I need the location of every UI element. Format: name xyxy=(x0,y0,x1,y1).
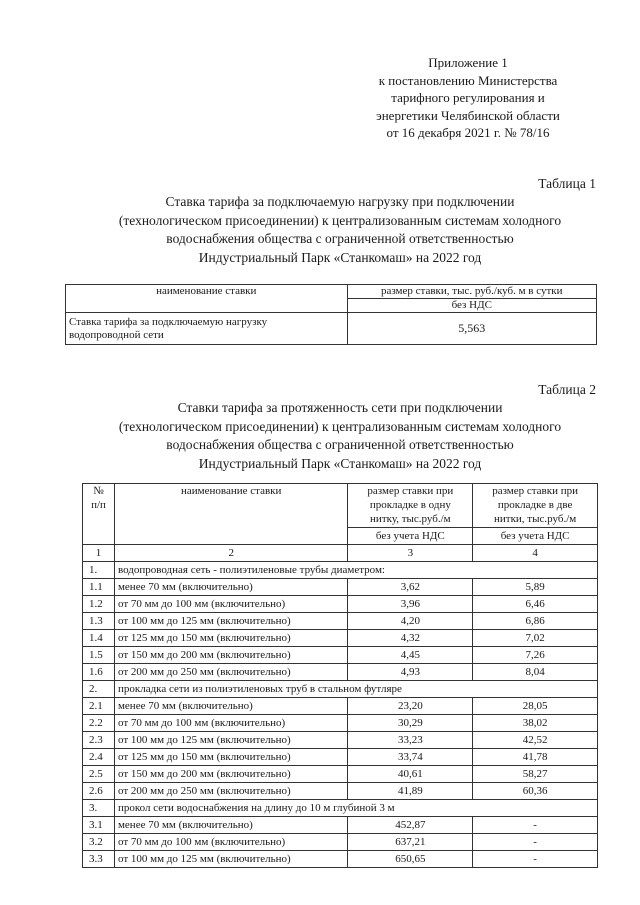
value-one-thread: 452,87 xyxy=(348,817,473,834)
row-name: от 150 мм до 200 мм (включительно) xyxy=(114,766,347,783)
header-line: п/п xyxy=(91,499,106,511)
value-two-thread: 6,46 xyxy=(473,596,598,613)
table-row xyxy=(83,749,598,766)
row-number: 1.1 xyxy=(83,579,115,596)
row-number: 1.2 xyxy=(83,596,115,613)
header-vat: без учета НДС xyxy=(348,528,473,545)
row-name: менее 70 мм (включительно) xyxy=(114,698,347,715)
header-line: нитку, тыс.руб./м xyxy=(370,513,451,525)
column-number: 2 xyxy=(114,545,347,562)
row-name: менее 70 мм (включительно) xyxy=(114,579,347,596)
table1-header-name: наименование ставки xyxy=(66,285,348,313)
table2-title xyxy=(60,399,620,473)
row-number: 2.5 xyxy=(83,766,115,783)
table-row xyxy=(83,647,598,664)
table1 xyxy=(65,284,597,345)
table1-header-size: размер ставки, тыс. руб./куб. м в сутки xyxy=(347,285,597,299)
row-name: от 70 мм до 100 мм (включительно) xyxy=(114,596,347,613)
row-name: от 100 мм до 125 мм (включительно) xyxy=(114,851,347,868)
header-one-thread xyxy=(348,484,473,528)
header-line: нитки, тыс.руб./м xyxy=(494,513,577,525)
header-line: размер ставки при xyxy=(367,485,454,497)
table1-row-name xyxy=(66,313,348,345)
row-name: от 200 мм до 250 мм (включительно) xyxy=(114,664,347,681)
appendix-line: к постановлению Министерства xyxy=(378,72,558,88)
value-two-thread: 58,27 xyxy=(473,766,598,783)
appendix-block xyxy=(352,54,584,142)
section-name: прокол сети водоснабжения на длину до 10 м глубиной 3 м xyxy=(114,800,597,817)
value-two-thread: 6,86 xyxy=(473,613,598,630)
row-name: от 70 мм до 100 мм (включительно) xyxy=(114,834,347,851)
appendix-line: энергетики Челябинской области xyxy=(376,107,560,123)
row-name: от 125 мм до 150 мм (включительно) xyxy=(114,749,347,766)
row-number: 2.4 xyxy=(83,749,115,766)
value-two-thread: 41,78 xyxy=(473,749,598,766)
value-two-thread: 42,52 xyxy=(473,732,598,749)
row-name: от 100 мм до 125 мм (включительно) xyxy=(114,732,347,749)
column-number: 1 xyxy=(83,545,115,562)
appendix-line: от 16 декабря 2021 г. № 78/16 xyxy=(386,125,550,140)
column-number: 3 xyxy=(348,545,473,562)
value-two-thread: - xyxy=(473,817,598,834)
value-two-thread: - xyxy=(473,834,598,851)
row-number: 2.6 xyxy=(83,783,115,800)
value-one-thread: 4,93 xyxy=(348,664,473,681)
table-row xyxy=(83,698,598,715)
row-number: 2.2 xyxy=(83,715,115,732)
value-two-thread: 28,05 xyxy=(473,698,598,715)
row-number: 3.3 xyxy=(83,851,115,868)
row-name: от 100 мм до 125 мм (включительно) xyxy=(114,613,347,630)
table1-label: Таблица 1 xyxy=(538,176,596,191)
value-two-thread: 38,02 xyxy=(473,715,598,732)
table-row xyxy=(83,613,598,630)
title-line: Ставка тарифа за подключаемую нагрузку при подключении xyxy=(165,194,515,209)
table-row xyxy=(83,834,598,851)
table1-header-vat: без НДС xyxy=(347,299,597,313)
table-row xyxy=(83,783,598,800)
table-row xyxy=(83,851,598,868)
value-two-thread: 60,36 xyxy=(473,783,598,800)
value-one-thread: 33,23 xyxy=(348,732,473,749)
section-row xyxy=(83,681,598,698)
row-number: 1.5 xyxy=(83,647,115,664)
value-one-thread: 4,45 xyxy=(348,647,473,664)
header-vat: без учета НДС xyxy=(473,528,598,545)
title-line: водоснабжения общества с ограниченной ответственностью xyxy=(166,231,514,246)
value-two-thread: 7,02 xyxy=(473,630,598,647)
row-number: 2.3 xyxy=(83,732,115,749)
row-name-line: Ставка тарифа за подключаемую нагрузку xyxy=(69,315,268,328)
appendix-line: Приложение 1 xyxy=(428,55,508,70)
title-line: водоснабжения общества с ограниченной ответственностью xyxy=(166,437,514,452)
appendix-line: тарифного регулирования и xyxy=(391,90,545,105)
value-one-thread: 4,32 xyxy=(348,630,473,647)
value-one-thread: 650,65 xyxy=(348,851,473,868)
row-number: 1. xyxy=(83,562,115,579)
title-line: Ставки тарифа за протяженность сети при подключении xyxy=(177,400,503,415)
value-one-thread: 3,62 xyxy=(348,579,473,596)
table-row xyxy=(83,596,598,613)
header-two-thread xyxy=(473,484,598,528)
header-line: № xyxy=(93,485,104,497)
value-one-thread: 41,89 xyxy=(348,783,473,800)
value-one-thread: 30,29 xyxy=(348,715,473,732)
header-line: прокладке в две xyxy=(497,499,573,511)
value-two-thread: 7,26 xyxy=(473,647,598,664)
section-name: прокладка сети из полиэтиленовых труб в стальном футляре xyxy=(114,681,597,698)
row-number: 2.1 xyxy=(83,698,115,715)
table2-label: Таблица 2 xyxy=(538,382,596,397)
title-line: Индустриальный Парк «Станкомаш» на 2022 год xyxy=(198,455,482,471)
title-line: Индустриальный Парк «Станкомаш» на 2022 год xyxy=(198,249,482,265)
row-number: 1.4 xyxy=(83,630,115,647)
header-name: наименование ставки xyxy=(114,484,347,545)
value-one-thread: 4,20 xyxy=(348,613,473,630)
row-number: 3.2 xyxy=(83,834,115,851)
value-two-thread: - xyxy=(473,851,598,868)
section-row xyxy=(83,562,598,579)
value-one-thread: 40,61 xyxy=(348,766,473,783)
table1-title xyxy=(60,193,620,267)
value-one-thread: 33,74 xyxy=(348,749,473,766)
table-row xyxy=(83,630,598,647)
table-row xyxy=(83,579,598,596)
table-row xyxy=(83,664,598,681)
table1-row-value: 5,563 xyxy=(347,313,597,345)
table-row xyxy=(83,817,598,834)
header-num xyxy=(83,484,115,545)
title-line: (технологическом присоединении) к централизованным системам холодного xyxy=(118,418,562,434)
row-name: от 125 мм до 150 мм (включительно) xyxy=(114,630,347,647)
row-name: от 70 мм до 100 мм (включительно) xyxy=(114,715,347,732)
header-line: размер ставки при xyxy=(492,485,579,497)
value-one-thread: 23,20 xyxy=(348,698,473,715)
section-name: водопроводная сеть - полиэтиленовые трубы диаметром: xyxy=(114,562,597,579)
column-number: 4 xyxy=(473,545,598,562)
header-line: прокладке в одну xyxy=(369,499,451,511)
row-number: 3.1 xyxy=(83,817,115,834)
row-name: менее 70 мм (включительно) xyxy=(114,817,347,834)
row-name: от 200 мм до 250 мм (включительно) xyxy=(114,783,347,800)
row-number: 3. xyxy=(83,800,115,817)
row-number: 1.3 xyxy=(83,613,115,630)
table-row xyxy=(83,732,598,749)
title-line: (технологическом присоединении) к централизованным системам холодного xyxy=(118,212,562,228)
value-two-thread: 8,04 xyxy=(473,664,598,681)
value-one-thread: 3,96 xyxy=(348,596,473,613)
row-name-line: водопроводной сети xyxy=(69,328,164,341)
table-row xyxy=(83,715,598,732)
section-row xyxy=(83,800,598,817)
table-row xyxy=(83,766,598,783)
table2 xyxy=(82,483,598,868)
row-number: 1.6 xyxy=(83,664,115,681)
row-name: от 150 мм до 200 мм (включительно) xyxy=(114,647,347,664)
row-number: 2. xyxy=(83,681,115,698)
value-one-thread: 637,21 xyxy=(348,834,473,851)
value-two-thread: 5,89 xyxy=(473,579,598,596)
